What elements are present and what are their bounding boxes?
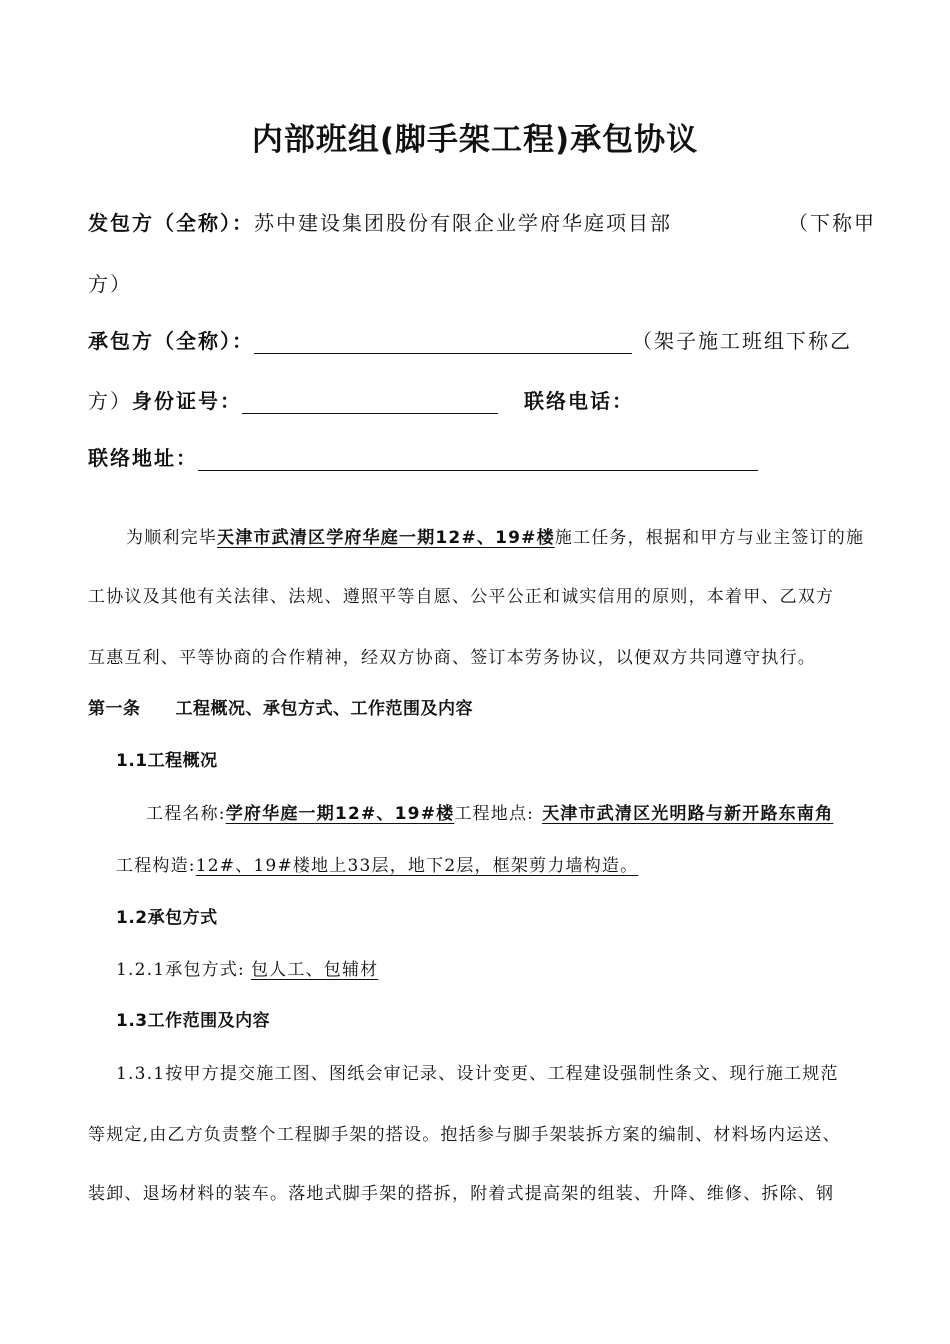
contract-mode-value: 包人工、包辅材 bbox=[250, 960, 379, 980]
id-number-blank[interactable] bbox=[242, 393, 498, 414]
section-1-1-heading: 1.1工程概况 bbox=[116, 751, 218, 771]
contract-mode-line bbox=[116, 955, 378, 980]
address-blank[interactable] bbox=[198, 450, 758, 471]
project-structure-line bbox=[116, 851, 638, 876]
contract-mode-label: 1.2.1承包方式: bbox=[116, 960, 245, 980]
project-structure-value: 12#、19#楼地上33层，地下2层，框架剪力墙构造。 bbox=[195, 856, 639, 876]
scope-line-1: 1.3.1按甲方提交施工图、图纸会审记录、设计变更、工程建设强制性条文、现行施工规范 bbox=[116, 1064, 839, 1084]
project-location-value: 天津市武清区光明路与新开路东南角 bbox=[542, 804, 834, 824]
phone-label: 联络电话： bbox=[524, 389, 634, 413]
party-a-label: 发包方（全称）： bbox=[88, 211, 254, 235]
section-1-2-heading: 1.2承包方式 bbox=[116, 908, 218, 928]
party-a-name: 苏中建设集团股份有限企业学府华庭项目部 bbox=[254, 211, 672, 235]
project-name-value: 学府华庭一期12#、19#楼 bbox=[225, 804, 455, 824]
document-title: 内部班组(脚手架工程)承包协议 bbox=[251, 122, 699, 158]
intro-line-1 bbox=[126, 523, 864, 548]
article-1-heading: 第一条 工程概况、承包方式、工作范围及内容 bbox=[88, 699, 473, 719]
id-label: 身份证号： bbox=[132, 389, 242, 413]
intro-line-3: 互惠互利、平等协商的合作精神，经双方协商、签订本劳务协议，以便双方共同遵守执行。 bbox=[88, 648, 816, 668]
party-a-note-cont: 方） bbox=[88, 272, 132, 296]
address-label: 联络地址： bbox=[88, 446, 198, 470]
address-line bbox=[88, 442, 758, 471]
project-name-label: 工程名称: bbox=[146, 804, 226, 824]
intro-suffix: 施工任务，根据和甲方与业主签订的施 bbox=[554, 528, 865, 548]
intro-line-2: 工协议及其他有关法律、法规、遵照平等自愿、公平公正和诚实信用的原则，本着甲、乙双方 bbox=[88, 587, 835, 607]
scope-line-3: 装卸、退场材料的装车。落地式脚手架的搭拆，附着式提高架的组装、升降、维修、拆除、钢 bbox=[88, 1184, 835, 1204]
party-b-label: 承包方（全称）： bbox=[88, 329, 254, 353]
party-a-line bbox=[88, 207, 672, 236]
intro-project: 天津市武清区学府华庭一期12#、19#楼 bbox=[217, 528, 555, 548]
project-location-label: 工程地点: bbox=[454, 804, 535, 824]
party-b-note: （架子施工班组下称乙 bbox=[632, 329, 852, 353]
intro-prefix: 为顺利完毕 bbox=[126, 528, 217, 548]
scope-line-2: 等规定,由乙方负责整个工程脚手架的搭设。抱括参与脚手架装拆方案的编制、材料场内运送、 bbox=[88, 1125, 841, 1145]
section-1-3-heading: 1.3工作范围及内容 bbox=[116, 1011, 271, 1031]
party-a-note: （下称甲 bbox=[788, 211, 876, 235]
project-structure-label: 工程构造: bbox=[116, 856, 196, 876]
party-b-note-cont: 方） bbox=[88, 389, 132, 413]
party-b-id-line bbox=[88, 385, 498, 414]
party-b-name-blank[interactable] bbox=[254, 333, 632, 354]
project-name-line bbox=[146, 799, 833, 824]
party-b-line bbox=[88, 325, 852, 354]
